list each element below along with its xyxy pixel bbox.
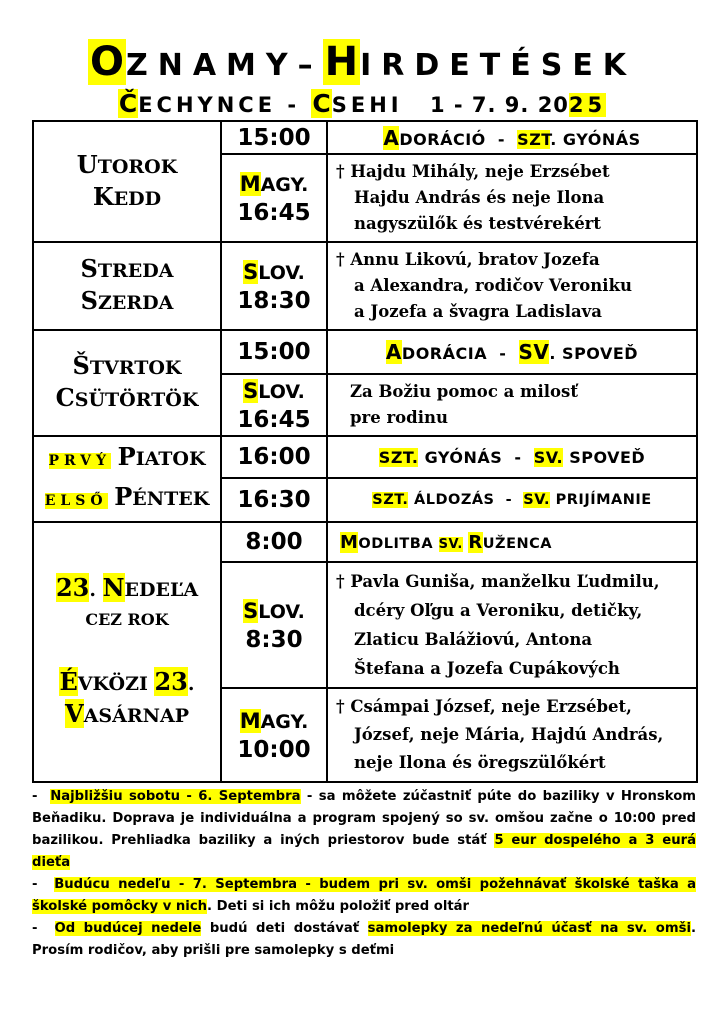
intention-line: dcéry Oľgu a Veroniku, detičky,	[354, 601, 643, 620]
table-row	[33, 522, 697, 562]
event-part2: . SPOVEĎ	[549, 344, 639, 363]
subtitle-place-1: ECHYNCE	[138, 93, 277, 117]
lang-label: LOV.	[258, 600, 305, 623]
mass-intention	[327, 374, 697, 436]
announcement-text: budú deti dostávať	[201, 921, 368, 936]
intention-line: Hajdu András és neje Ilona	[354, 188, 605, 207]
intention-line: nagyszülők és testvérekért	[354, 214, 602, 233]
subtitle-initial-1: Č	[118, 89, 138, 118]
announcement-1	[32, 786, 696, 874]
lang-label: AGY.	[260, 710, 309, 733]
intention-line: a Alexandra, rodičov Veroniku	[354, 276, 633, 295]
intention-line: neje Ilona és öregszülőkért	[354, 753, 606, 772]
event-initial: A	[383, 125, 400, 150]
sunday-sk-initial: N	[102, 573, 125, 602]
sunday-sk: EDEĽA	[124, 579, 199, 601]
announcement-text: . Deti si ich môžu položiť pred oltár	[207, 899, 470, 914]
subtitle-place-2: SEHI	[331, 93, 403, 117]
time-cell	[221, 154, 327, 242]
sunday-hu: VKÖZI	[77, 673, 148, 695]
sunday-num-sk: 23	[55, 573, 90, 602]
event-initial-2: R	[468, 531, 483, 553]
event-part2: . GYÓNÁS	[550, 129, 641, 149]
day-hu-initial: S	[80, 286, 98, 315]
table-row	[33, 242, 697, 330]
event-initial: M	[340, 531, 359, 553]
subtitle-initial-2: C	[312, 89, 331, 118]
event-sep: -	[497, 129, 506, 149]
intention-line: Za Božiu pomoc a milosť	[350, 382, 578, 401]
day-friday	[33, 436, 221, 522]
day-tuesday	[33, 121, 221, 242]
day-sunday: 23. NEDEĽA CEZ ROK ÉVKÖZI 23. VASÁRNAP	[33, 522, 221, 782]
event-initial: A	[385, 340, 402, 364]
title-initial-h: H	[324, 39, 359, 85]
day-hu: ZERDA	[97, 292, 174, 314]
time-cell: 8:00	[221, 522, 327, 562]
day-hu-hl: ELSŐ	[44, 493, 108, 509]
subtitle-year-end: 25	[568, 93, 607, 117]
event-part2-hl: SV.	[533, 447, 564, 467]
day-sk-initial: U	[76, 149, 98, 179]
table-row	[33, 436, 697, 478]
day-sk-hl: PRVÝ	[48, 453, 112, 469]
day-thursday	[33, 330, 221, 436]
event-part1-hl: SZT.	[378, 447, 419, 467]
intention-line: † Csámpai József, neje Erzsébet,	[336, 697, 632, 716]
event-part1: ODLITBA	[358, 535, 434, 552]
mass-time: 10:00	[237, 736, 311, 763]
time-cell: 15:00	[221, 330, 327, 374]
day-sk: TREDA	[97, 260, 174, 282]
lang-label: LOV.	[258, 261, 305, 284]
mass-time: 18:30	[237, 287, 311, 314]
lang-initial: S	[243, 259, 259, 284]
event-sep: -	[499, 344, 507, 363]
mass-intention	[327, 688, 697, 782]
time-cell: 16:30	[221, 478, 327, 522]
event-cell	[327, 330, 697, 374]
page-title	[0, 40, 724, 88]
intention-line: József, neje Mária, Hajdú András,	[354, 725, 664, 744]
intention-line: † Annu Likovú, bratov Jozefa	[336, 250, 600, 269]
event-part1: DORÁCIA	[401, 344, 488, 363]
intention-line: † Hajdu Mihály, neje Erzsébet	[336, 162, 610, 181]
day-sk: TVRTOK	[89, 357, 182, 379]
time-cell	[221, 374, 327, 436]
time-cell	[221, 688, 327, 782]
time-cell	[221, 242, 327, 330]
event-cell	[327, 522, 697, 562]
day-sk-initial: S	[80, 254, 98, 283]
event-cell	[327, 478, 697, 522]
day-wednesday	[33, 242, 221, 330]
bullet-dash: -	[32, 877, 38, 892]
subtitle-sep: -	[287, 93, 301, 117]
announcement-highlight: samolepky za nedeľnú účasť na sv. omši	[367, 921, 691, 936]
schedule-table	[32, 120, 698, 783]
lang-label: AGY.	[260, 173, 309, 196]
event-cell	[327, 121, 697, 154]
event-part2-hl: SV.	[438, 536, 463, 552]
day-sk: TOROK	[97, 155, 178, 178]
time-cell: 16:00	[221, 436, 327, 478]
time-cell: 15:00	[221, 121, 327, 154]
event-sep: -	[505, 492, 513, 508]
announcement-2	[32, 874, 696, 918]
intention-line: pre rodinu	[350, 408, 448, 427]
announcement-3	[32, 918, 696, 962]
lang-initial: M	[239, 708, 261, 733]
event-part3: UŽENCA	[482, 535, 552, 552]
mass-intention	[327, 154, 697, 242]
sunday-num-hu: 23	[154, 667, 188, 696]
day-sk-initial: Š	[72, 351, 90, 380]
lang-initial: M	[239, 171, 261, 196]
lang-initial: S	[243, 378, 259, 403]
day-hu-initial: C	[55, 383, 75, 412]
mass-time: 16:45	[237, 406, 311, 433]
bullet-dash: -	[32, 921, 38, 936]
lang-label: LOV.	[258, 380, 305, 403]
time-cell	[221, 562, 327, 688]
title-word2: IRDETÉSEK	[360, 48, 637, 83]
announcement-highlight: Budúcu nedeľu - 7. Septembra - budem pri sv. omši požehnávať školské taška a školské pomôcky v nich	[32, 877, 697, 914]
day-hu: EDD	[113, 187, 162, 210]
mass-intention	[327, 562, 697, 688]
event-sep: -	[514, 447, 522, 467]
subtitle-dates: 1 - 7. 9. 20	[429, 93, 569, 117]
event-part2-hl: SZT	[517, 129, 551, 149]
day-hu-initial: K	[92, 181, 114, 211]
event-cell	[327, 436, 697, 478]
event-part2-hl: SV.	[523, 492, 551, 508]
event-part1: ÁLDOZÁS	[414, 492, 495, 508]
announcements	[32, 786, 696, 962]
title-separator: –	[297, 48, 323, 83]
event-part2-hl: SV	[518, 340, 550, 364]
event-part2: SPOVEĎ	[569, 447, 646, 467]
announcement-highlight: 5 eur dospelého a 3 eurá dieťa	[32, 833, 696, 870]
sunday-hu2-initial: V	[64, 699, 84, 728]
mass-time: 16:45	[237, 199, 311, 226]
bullet-dash: -	[32, 789, 38, 804]
table-row	[33, 121, 697, 154]
announcement-text: . Prosím rodičov, aby prišli pre samolepky s deťmi	[32, 921, 696, 958]
lang-initial: S	[243, 598, 259, 623]
sunday-hu-initial: É	[59, 667, 78, 696]
announcement-highlight: Najbližšiu sobotu - 6. Septembra	[50, 789, 301, 804]
mass-intention	[327, 242, 697, 330]
announcement-text: - sa môžete zúčastniť púte do baziliky v Hronskom Beňadiku. Doprava je individuálna a program spojený so sv. omšou začne o 10:00 pred bazilikou. Prehliadka baziliky a iných priestorov bude stáť	[32, 789, 696, 848]
event-part1: GYÓNÁS	[424, 447, 503, 467]
event-part1: DORÁCIÓ	[399, 129, 486, 149]
page-subtitle	[0, 88, 724, 121]
event-part1-hl: SZT.	[372, 492, 409, 508]
intention-line: † Pavla Guniša, manželku Ľudmilu,	[336, 572, 660, 591]
table-row	[33, 330, 697, 374]
sunday-sk-line2: CEZ ROK	[85, 610, 169, 629]
day-sk: IATOK	[135, 448, 206, 470]
title-initial-o: O	[89, 39, 124, 85]
mass-time: 8:30	[245, 626, 303, 653]
title-word1: ZNAMY	[125, 48, 298, 83]
intention-line: Zlaticu Balážiovú, Antona	[354, 630, 593, 649]
intention-line: Štefana a Jozefa Cupákových	[354, 659, 620, 678]
day-hu: SÜTÖRTÖK	[74, 389, 199, 411]
day-sk-initial: P	[117, 442, 136, 471]
intention-line: a Jozefa a švagra Ladislava	[354, 302, 602, 321]
event-part2: PRIJÍMANIE	[555, 492, 652, 508]
day-hu-initial: P	[114, 482, 133, 511]
day-hu: ÉNTEK	[132, 488, 210, 510]
announcement-highlight: Od budúcej nedele	[54, 921, 202, 936]
sunday-hu2: ASÁRNAP	[83, 705, 189, 727]
